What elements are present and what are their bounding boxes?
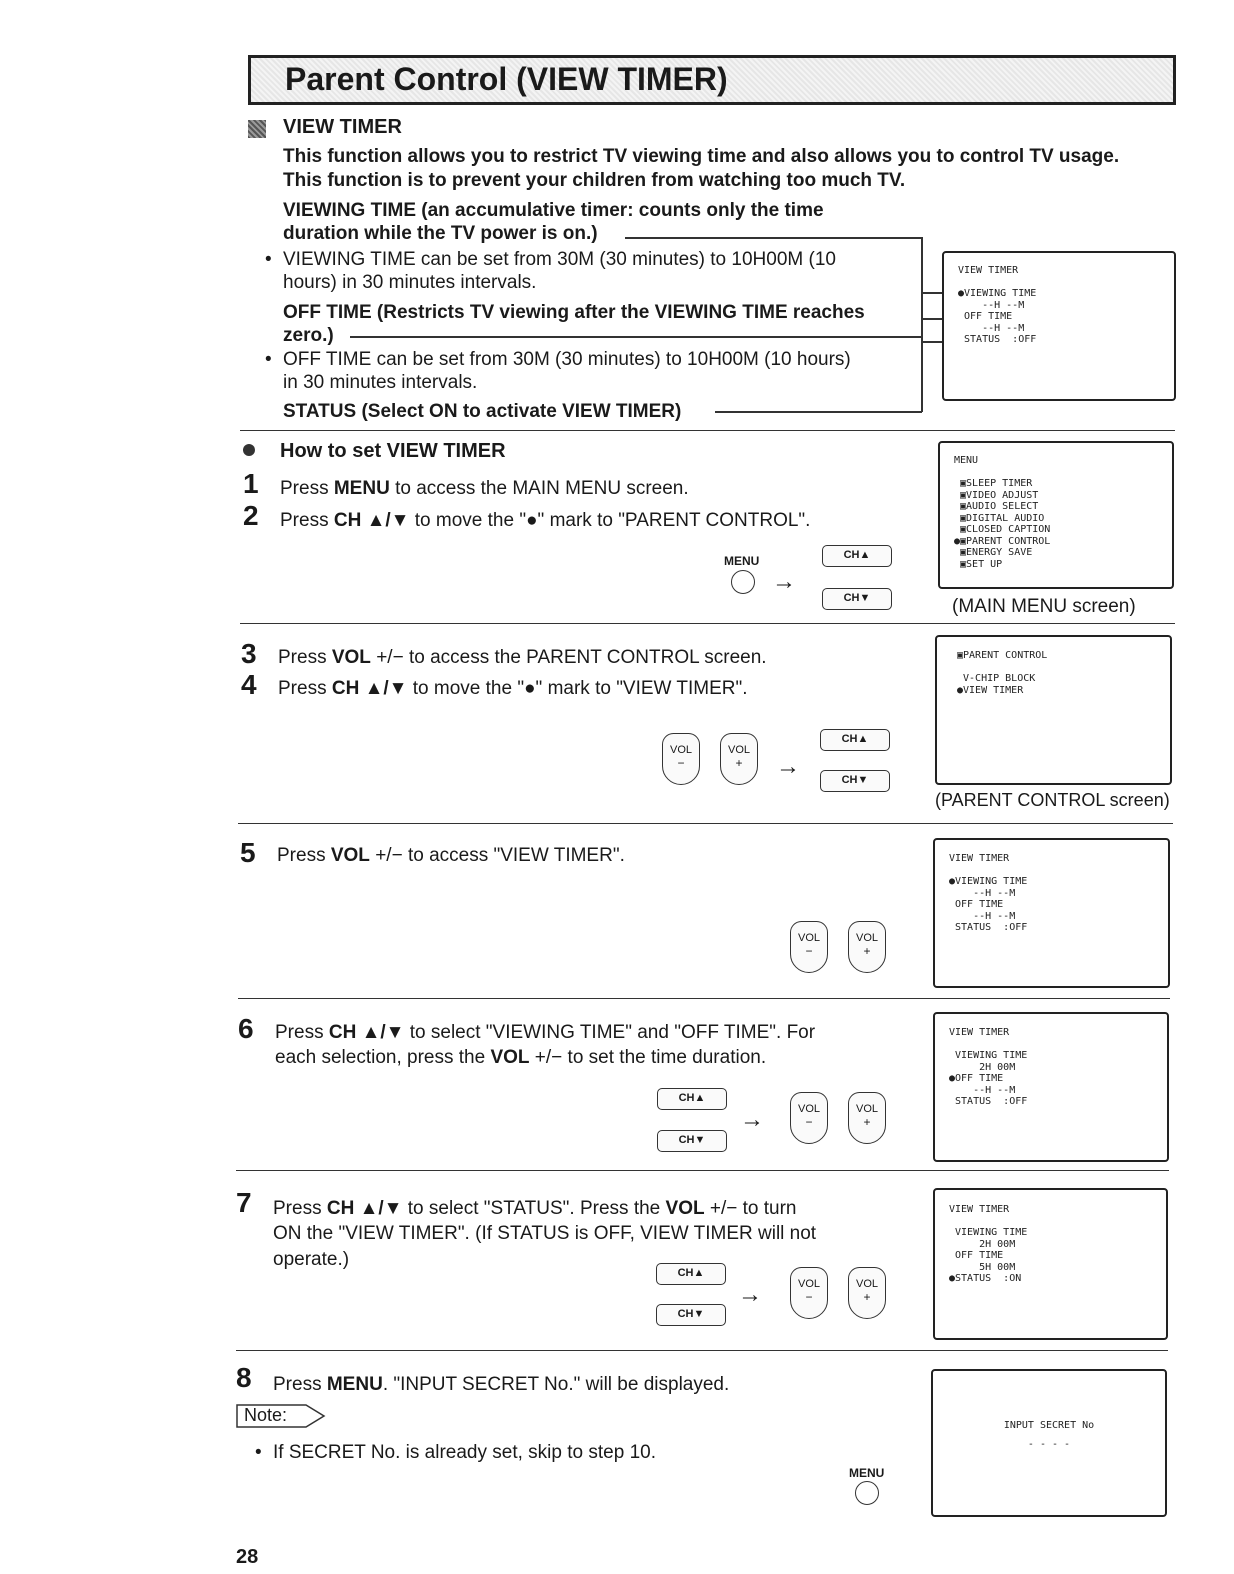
- title-bar: [248, 55, 1176, 105]
- step-text: Press: [280, 510, 334, 531]
- step-text: to access the MAIN MENU screen.: [389, 478, 689, 499]
- divider: [236, 1350, 1168, 1351]
- plus-sign: +: [863, 944, 871, 958]
- vol-label: VOL: [797, 1278, 820, 1290]
- step-text: +/− to set the time duration.: [529, 1047, 767, 1068]
- key-name: CH ▲/▼: [326, 1198, 403, 1219]
- leader-line: [922, 292, 942, 294]
- leader-line: [625, 237, 922, 239]
- step-2-text: [280, 509, 810, 532]
- screen-text: - - - -: [1027, 1439, 1071, 1450]
- viewing-time-bullet-2: hours) in 30 minutes intervals.: [283, 272, 537, 293]
- main-menu-screen: [938, 441, 1174, 589]
- ch-down-button[interactable]: CH▼: [656, 1304, 726, 1326]
- vol-label: VOL: [727, 744, 750, 756]
- menu-button-label: MENU: [849, 1466, 885, 1480]
- key-name: VOL: [330, 845, 370, 866]
- step-7-text-line2: ON the "VIEW TIMER". (If STATUS is OFF, VIEW TIMER will not: [273, 1223, 817, 1244]
- vol-label: VOL: [797, 1103, 820, 1115]
- minus-sign: −: [805, 1115, 813, 1129]
- arrow-right-icon: →: [776, 753, 800, 780]
- step-7-text-line3: operate.): [273, 1249, 350, 1270]
- step-text: each selection, press the: [275, 1047, 491, 1068]
- vol-label: VOL: [669, 744, 692, 756]
- minus-sign: −: [805, 944, 813, 958]
- ch-down-button[interactable]: CH▼: [820, 770, 890, 792]
- key-name: VOL: [331, 647, 371, 668]
- step-number: 8: [236, 1362, 252, 1393]
- ch-up-button[interactable]: CH▲: [656, 1263, 726, 1285]
- step-number: 2: [243, 500, 259, 531]
- note-text: • If SECRET No. is already set, skip to step 10.: [273, 1441, 656, 1464]
- step-text: to select "STATUS". Press the: [402, 1198, 666, 1219]
- viewing-time-bullet-1: • VIEWING TIME can be set from 30M (30 minutes) to 10H00M (10: [283, 248, 836, 271]
- step-4-text: [278, 677, 748, 700]
- plus-sign: +: [863, 1115, 871, 1129]
- vol-plus-button[interactable]: [848, 1267, 886, 1319]
- divider: [240, 623, 1175, 624]
- step-text: to move the "●" mark to "VIEW TIMER".: [407, 678, 748, 699]
- screen-text: VIEW TIMER VIEWING TIME 2H 00M OFF TIME 5H 00M ●STATUS :ON: [949, 1204, 1028, 1284]
- screen-text: VIEW TIMER ●VIEWING TIME --H --M OFF TIME --H --M STATUS :OFF: [949, 853, 1028, 933]
- key-name: VOL: [490, 1047, 530, 1068]
- ch-up-button[interactable]: CH▲: [822, 545, 892, 567]
- ch-down-button[interactable]: CH▼: [657, 1130, 727, 1152]
- screen-text: INPUT SECRET No: [1003, 1420, 1095, 1431]
- step-number: 7: [236, 1187, 252, 1218]
- leader-line: [922, 318, 942, 320]
- vol-plus-button[interactable]: [848, 1092, 886, 1144]
- step-text: . "INPUT SECRET No." will be displayed.: [382, 1374, 730, 1395]
- step-number: 4: [241, 669, 257, 700]
- leader-line: [350, 336, 922, 338]
- off-time-heading-2: zero.): [283, 325, 334, 346]
- screen-text: VIEW TIMER VIEWING TIME 2H 00M ●OFF TIME --H --M STATUS :OFF: [949, 1027, 1028, 1107]
- step-text: to move the "●" mark to "PARENT CONTROL".: [409, 510, 811, 531]
- parent-control-caption: (PARENT CONTROL screen): [935, 790, 1170, 810]
- vol-label: VOL: [797, 932, 820, 944]
- off-time-bullet-2: in 30 minutes intervals.: [283, 372, 478, 393]
- vol-label: VOL: [855, 1103, 878, 1115]
- ch-up-button[interactable]: CH▲: [820, 729, 890, 751]
- step-text: Press: [278, 678, 332, 699]
- input-secret-screen: [931, 1369, 1167, 1517]
- minus-sign: −: [677, 756, 685, 770]
- step-text: +/− to access "VIEW TIMER".: [369, 845, 625, 866]
- vol-minus-button[interactable]: [790, 1267, 828, 1319]
- view-timer-screen-step5: [933, 838, 1170, 988]
- view-timer-screen-step7: [933, 1188, 1168, 1340]
- divider: [240, 430, 1175, 431]
- section-square-icon: [248, 120, 266, 138]
- ch-up-button[interactable]: CH▲: [657, 1088, 727, 1110]
- step-text: Press: [275, 1022, 329, 1043]
- step-6-text-line2: [275, 1046, 766, 1069]
- menu-button-label: MENU: [724, 554, 760, 568]
- vol-label: VOL: [855, 932, 878, 944]
- leader-line: [922, 341, 942, 343]
- view-timer-screen-overview: [942, 251, 1176, 401]
- divider: [238, 823, 1173, 824]
- step-1-text: [280, 477, 689, 500]
- leader-line: [715, 411, 922, 413]
- step-text: Press: [278, 647, 332, 668]
- step-text: Press: [273, 1198, 327, 1219]
- key-name: CH ▲/▼: [333, 510, 410, 531]
- step-text: to select "VIEWING TIME" and "OFF TIME". For: [404, 1022, 816, 1043]
- step-number: 1: [243, 468, 259, 499]
- step-text: +/− to access the PARENT CONTROL screen.: [370, 647, 767, 668]
- plus-sign: +: [735, 756, 743, 770]
- intro-line-2: This function is to prevent your children from watching too much TV.: [283, 170, 906, 191]
- off-time-heading-1: OFF TIME (Restricts TV viewing after the VIEWING TIME reaches: [283, 302, 865, 323]
- key-name: MENU: [333, 478, 390, 499]
- step-3-text: [278, 646, 767, 669]
- page-title: Parent Control (VIEW TIMER): [285, 61, 728, 97]
- screen-text: ▣PARENT CONTROL V-CHIP BLOCK ●VIEW TIMER: [957, 650, 1048, 696]
- plus-sign: +: [863, 1290, 871, 1304]
- section-heading: VIEW TIMER: [283, 116, 402, 138]
- divider: [236, 1170, 1169, 1171]
- menu-button[interactable]: [855, 1481, 879, 1505]
- how-to-heading: How to set VIEW TIMER: [280, 440, 506, 462]
- step-5-text: [277, 844, 625, 867]
- arrow-right-icon: →: [738, 1281, 762, 1308]
- viewing-time-heading-1: VIEWING TIME (an accumulative timer: counts only the time: [283, 200, 824, 221]
- vol-plus-button[interactable]: [848, 921, 886, 973]
- minus-sign: −: [805, 1290, 813, 1304]
- note-box: [236, 1404, 288, 1425]
- key-name: CH ▲/▼: [328, 1022, 405, 1043]
- arrow-right-icon: →: [772, 568, 796, 595]
- step-6-text-line1: [275, 1021, 815, 1044]
- step-number: 6: [238, 1013, 254, 1044]
- vol-minus-button[interactable]: [790, 921, 828, 973]
- vol-minus-button[interactable]: [662, 733, 700, 785]
- view-timer-screen-step6: [933, 1012, 1169, 1162]
- step-text: Press: [277, 845, 331, 866]
- arrow-right-icon: →: [740, 1106, 764, 1133]
- step-8-text: [273, 1373, 729, 1396]
- step-text: +/− to turn: [704, 1198, 797, 1219]
- menu-button[interactable]: [731, 570, 755, 594]
- leader-line: [921, 237, 923, 412]
- ch-down-button[interactable]: CH▼: [822, 588, 892, 610]
- step-7-text-line1: [273, 1197, 796, 1220]
- step-number: 3: [241, 638, 257, 669]
- intro-line-1: This function allows you to restrict TV viewing time and also allows you to control TV usage.: [283, 146, 1120, 167]
- key-name: CH ▲/▼: [331, 678, 408, 699]
- status-heading: STATUS (Select ON to activate VIEW TIMER): [283, 401, 682, 422]
- key-name: VOL: [665, 1198, 705, 1219]
- step-text: Press: [280, 478, 334, 499]
- vol-plus-button[interactable]: [720, 733, 758, 785]
- note-label: Note:: [244, 1405, 288, 1425]
- step-number: 5: [240, 837, 256, 868]
- vol-minus-button[interactable]: [790, 1092, 828, 1144]
- screen-text: VIEW TIMER ●VIEWING TIME --H --M OFF TIME --H --M STATUS :OFF: [958, 265, 1037, 345]
- page-number: 28: [236, 1546, 259, 1568]
- vol-label: VOL: [855, 1278, 878, 1290]
- screen-text: MENU ▣SLEEP TIMER ▣VIDEO ADJUST ▣AUDIO SELECT ▣DIGITAL AUDIO ▣CLOSED CAPTION ●▣PARENT CONTROL ▣ENERGY SAVE ▣SET UP: [954, 455, 1051, 570]
- off-time-bullet-1: • OFF TIME can be set from 30M (30 minutes) to 10H00M (10 hours): [283, 348, 851, 371]
- main-menu-caption: (MAIN MENU screen): [952, 596, 1136, 617]
- step-text: Press: [273, 1374, 327, 1395]
- viewing-time-heading-2: duration while the TV power is on.): [283, 223, 598, 244]
- key-name: MENU: [326, 1374, 383, 1395]
- bullet-icon: [243, 444, 255, 456]
- divider: [238, 998, 1170, 999]
- parent-control-screen: [935, 635, 1172, 785]
